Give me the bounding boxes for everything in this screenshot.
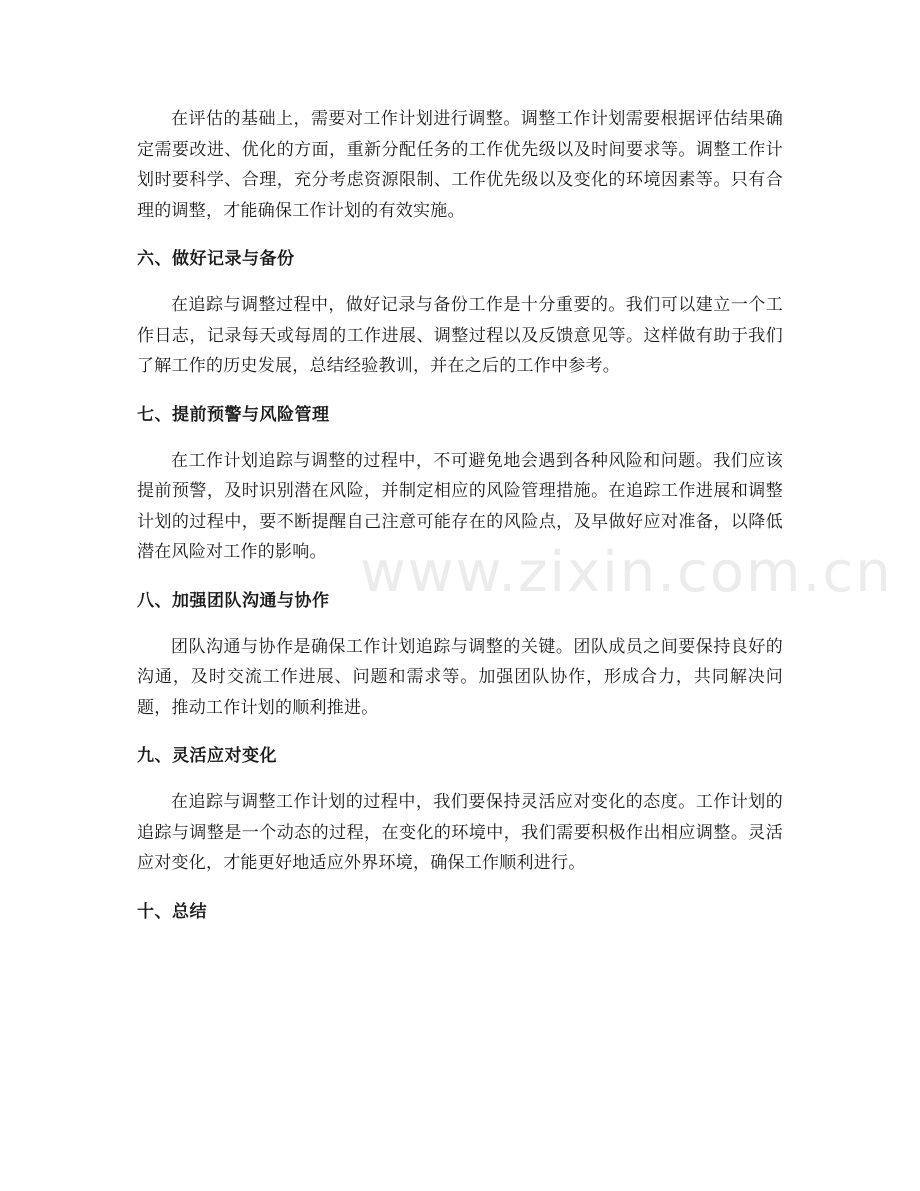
heading-flexibility: 九、灵活应对变化 xyxy=(137,746,277,766)
heading-records-backup: 六、做好记录与备份 xyxy=(137,249,295,269)
watermark: www.zixin.com.cn xyxy=(360,540,893,605)
paragraph-risk-management: 在工作计划追踪与调整的过程中，不可避免地会遇到各种风险和问题。我们应该提前预警，及时识别潜在风险，并制定相应的风险管理措施。在追踪工作进展和调整计划的过程中，要不断提醒自己注意可能存在的风险点，及早做好应对准备，以降低潜在风险对工作的影响。 xyxy=(137,450,783,562)
heading-team-communication: 八、加强团队沟通与协作 xyxy=(137,590,330,611)
paragraph-flexibility: 在追踪与调整工作计划的过程中，我们要保持灵活应对变化的态度。工作计划的追踪与调整是一个动态的过程，在变化的环境中，我们需要积极作出相应调整。灵活应对变化，才能更好地适应外界环境，确保工作顺利进行。 xyxy=(137,792,783,873)
paragraph-records-backup: 在追踪与调整过程中，做好记录与备份工作是十分重要的。我们可以建立一个工作日志，记录每天或每周的工作进展、调整过程以及反馈意见等。这样做有助于我们了解工作的历史发展，总结经验教训，并在之后的工作中参考。 xyxy=(137,295,783,376)
paragraph-adjustment: 在评估的基础上，需要对工作计划进行调整。调整工作计划需要根据评估结果确定需要改进、优化的方面，重新分配任务的工作优先级以及时间要求等。调整工作计划时要科学、合理，充分考虑资源限制、工作优先级以及变化的环境因素等。只有合理的调整，才能确保工作计划的有效实施。 xyxy=(137,109,783,221)
document-body xyxy=(137,104,783,927)
heading-summary: 十、总结 xyxy=(137,901,207,922)
paragraph-team-communication: 团队沟通与协作是确保工作计划追踪与调整的关键。团队成员之间要保持良好的沟通，及时交流工作进展、问题和需求等。加强团队协作，形成合力，共同解决问题，推动工作计划的顺利推进。 xyxy=(137,636,783,718)
heading-risk-management: 七、提前预警与风险管理 xyxy=(137,404,330,425)
